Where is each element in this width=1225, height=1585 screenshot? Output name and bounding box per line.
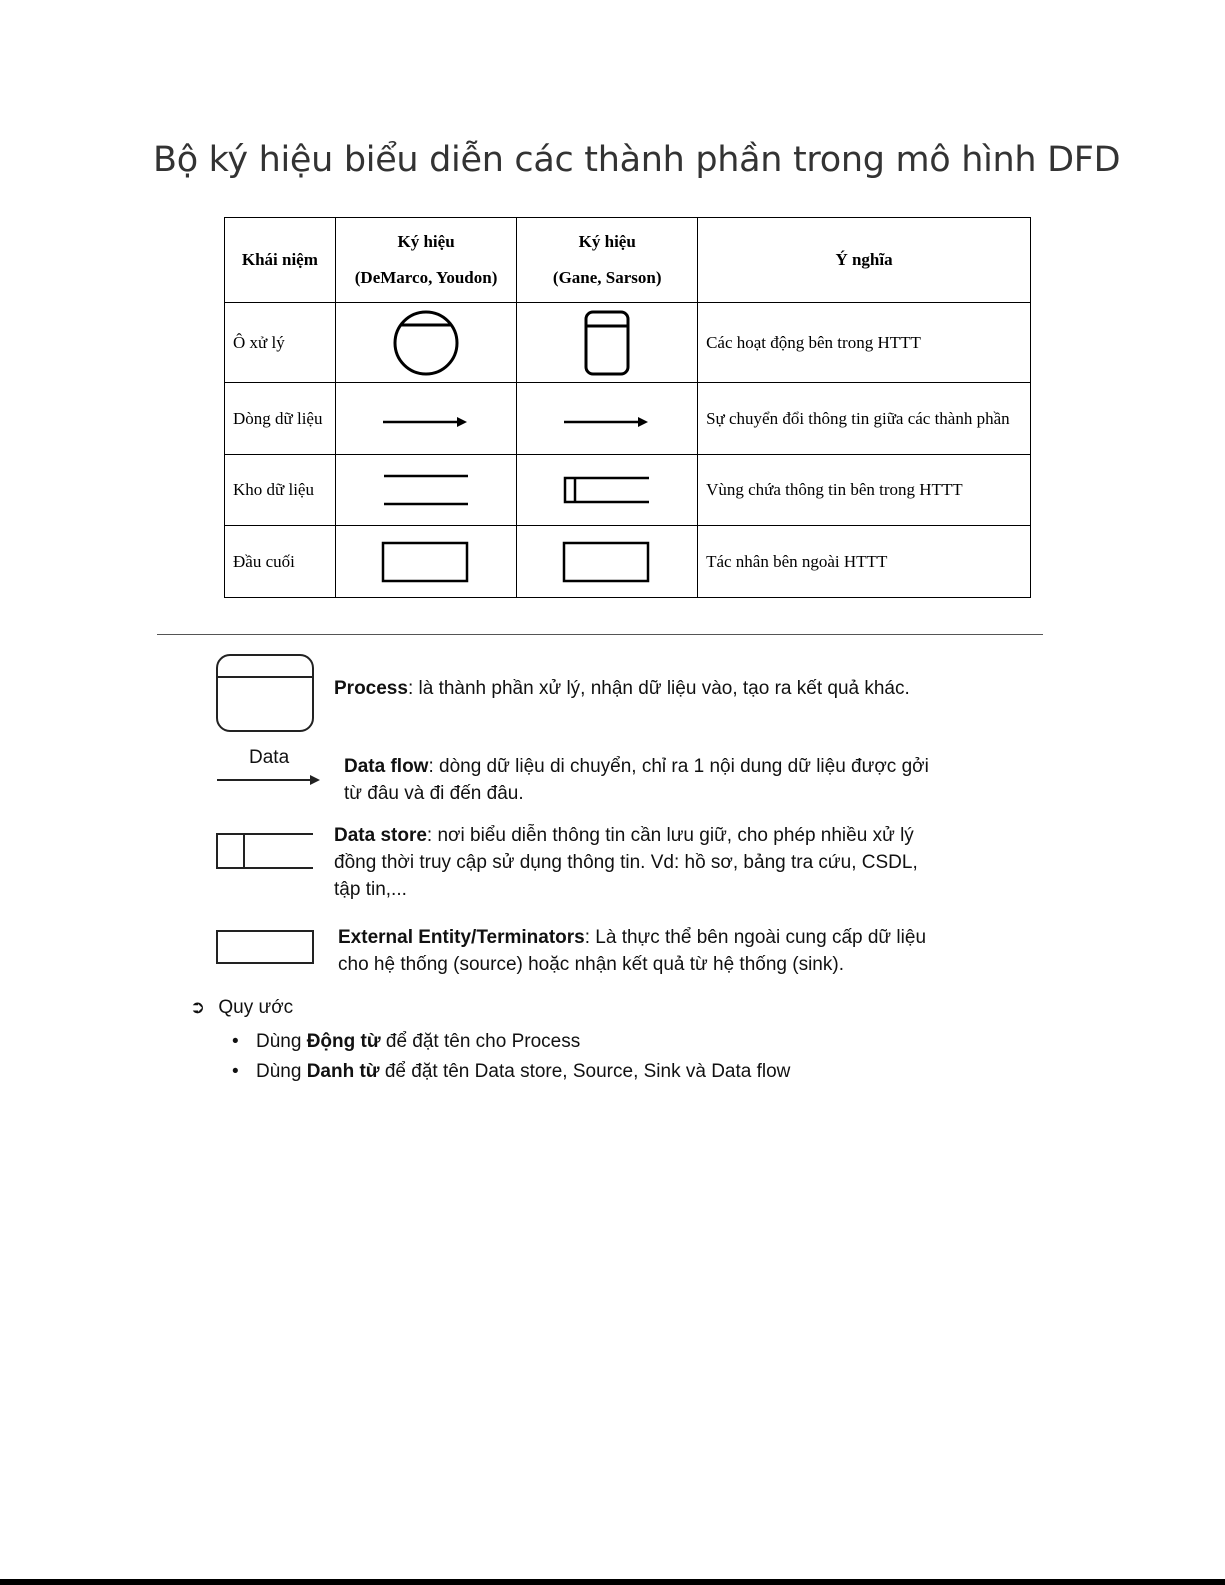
section-divider bbox=[157, 634, 1043, 635]
legend-external bbox=[338, 924, 926, 978]
row-gane-symbol bbox=[517, 526, 698, 598]
convention-item-bold: Động từ bbox=[306, 1031, 381, 1052]
convention-arrow-icon: ➲ bbox=[190, 997, 206, 1018]
header-demarco-line1: Ký hiệu bbox=[397, 232, 455, 251]
convention-item-post: để đặt tên Data store, Source, Sink và Data flow bbox=[379, 1061, 791, 1082]
bullet-icon: • bbox=[232, 1061, 239, 1082]
row-gane-symbol bbox=[517, 455, 698, 526]
table-row bbox=[225, 526, 1031, 598]
row-concept: Đầu cuối bbox=[225, 526, 336, 598]
convention-item-post: để đặt tên cho Process bbox=[380, 1031, 581, 1052]
row-demarco-symbol bbox=[335, 526, 517, 598]
header-gane bbox=[517, 218, 698, 303]
legend-datastore-term: Data store bbox=[334, 825, 427, 846]
row-demarco-symbol bbox=[335, 303, 517, 383]
legend-dataflow bbox=[344, 753, 929, 807]
header-meaning: Ý nghĩa bbox=[698, 218, 1031, 303]
row-concept: Ô xử lý bbox=[225, 303, 336, 383]
legend-datastore-line3: tập tin,... bbox=[334, 879, 407, 900]
row-demarco-symbol bbox=[335, 383, 517, 455]
row-meaning: Các hoạt động bên trong HTTT bbox=[698, 303, 1031, 383]
legend-datastore-line2: đồng thời truy cập sử dụng thông tin. Vd: hồ sơ, bảng tra cứu, CSDL, bbox=[334, 852, 918, 873]
parallel-lines-icon bbox=[381, 472, 471, 508]
list-item bbox=[232, 1057, 790, 1087]
dfd-symbol-table bbox=[224, 217, 1031, 598]
row-demarco-symbol bbox=[335, 455, 517, 526]
convention-heading-text: Quy ước bbox=[218, 997, 294, 1018]
rectangle-icon bbox=[381, 541, 471, 583]
legend-process bbox=[334, 675, 910, 702]
row-meaning: Tác nhân bên ngoài HTTT bbox=[698, 526, 1031, 598]
legend-datastore-text: : nơi biểu diễn thông tin cần lưu giữ, cho phép nhiều xử lý bbox=[426, 825, 914, 846]
header-gane-line2: (Gane, Sarson) bbox=[552, 268, 662, 287]
legend-datastore bbox=[334, 822, 918, 903]
arrow-icon bbox=[562, 415, 652, 429]
process-symbol-icon bbox=[215, 653, 315, 733]
legend-process-text: : là thành phần xử lý, nhận dữ liệu vào, tạo ra kết quả khác. bbox=[407, 678, 910, 699]
row-concept: Kho dữ liệu bbox=[225, 455, 336, 526]
row-gane-symbol bbox=[517, 383, 698, 455]
legend-dataflow-text: : dòng dữ liệu di chuyển, chỉ ra 1 nội dung dữ liệu được gởi bbox=[428, 756, 929, 777]
table-header-row bbox=[225, 218, 1031, 303]
dataflow-arrow-icon bbox=[215, 773, 323, 787]
convention-item-pre: Dùng bbox=[256, 1031, 307, 1052]
table-row bbox=[225, 303, 1031, 383]
legend-dataflow-line1 bbox=[344, 753, 929, 780]
header-concept: Khái niệm bbox=[225, 218, 336, 303]
legend-external-text: : Là thực thể bên ngoài cung cấp dữ liệu bbox=[584, 927, 927, 948]
list-item bbox=[232, 1027, 790, 1057]
datastore-symbol-icon bbox=[215, 832, 315, 870]
convention-heading bbox=[190, 997, 293, 1019]
convention-item-bold: Danh từ bbox=[306, 1061, 380, 1082]
legend-external-term: External Entity/Terminators bbox=[338, 927, 585, 948]
rounded-rect-process-icon bbox=[584, 310, 630, 376]
table-row bbox=[225, 455, 1031, 526]
legend-external-line1 bbox=[338, 924, 926, 951]
header-gane-line1: Ký hiệu bbox=[578, 232, 636, 251]
convention-item-pre: Dùng bbox=[256, 1061, 307, 1082]
header-demarco-line2: (DeMarco, Youdon) bbox=[354, 268, 498, 287]
table-row bbox=[225, 383, 1031, 455]
page-title: Bộ ký hiệu biểu diễn các thành phần trong mô hình DFD bbox=[153, 140, 1121, 180]
circle-process-icon bbox=[391, 310, 461, 376]
external-entity-icon bbox=[215, 929, 315, 965]
arrow-icon bbox=[381, 415, 471, 429]
bullet-icon: • bbox=[232, 1031, 239, 1052]
legend-external-line2: cho hệ thống (source) hoặc nhận kết quả từ hệ thống (sink). bbox=[338, 954, 844, 975]
bottom-border bbox=[0, 1579, 1225, 1585]
legend-dataflow-line2: từ đâu và đi đến đâu. bbox=[344, 783, 524, 804]
legend-dataflow-term: Data flow bbox=[344, 756, 429, 777]
legend-process-term: Process bbox=[334, 678, 408, 699]
row-gane-symbol bbox=[517, 303, 698, 383]
header-demarco bbox=[335, 218, 517, 303]
row-concept: Dòng dữ liệu bbox=[225, 383, 336, 455]
rectangle-icon bbox=[562, 541, 652, 583]
open-rect-store-icon bbox=[562, 475, 652, 505]
row-meaning: Vùng chứa thông tin bên trong HTTT bbox=[698, 455, 1031, 526]
row-meaning: Sự chuyển đổi thông tin giữa các thành phần bbox=[698, 383, 1031, 455]
legend-datastore-line1 bbox=[334, 822, 918, 849]
convention-list bbox=[232, 1027, 790, 1087]
dataflow-label: Data bbox=[249, 747, 290, 768]
